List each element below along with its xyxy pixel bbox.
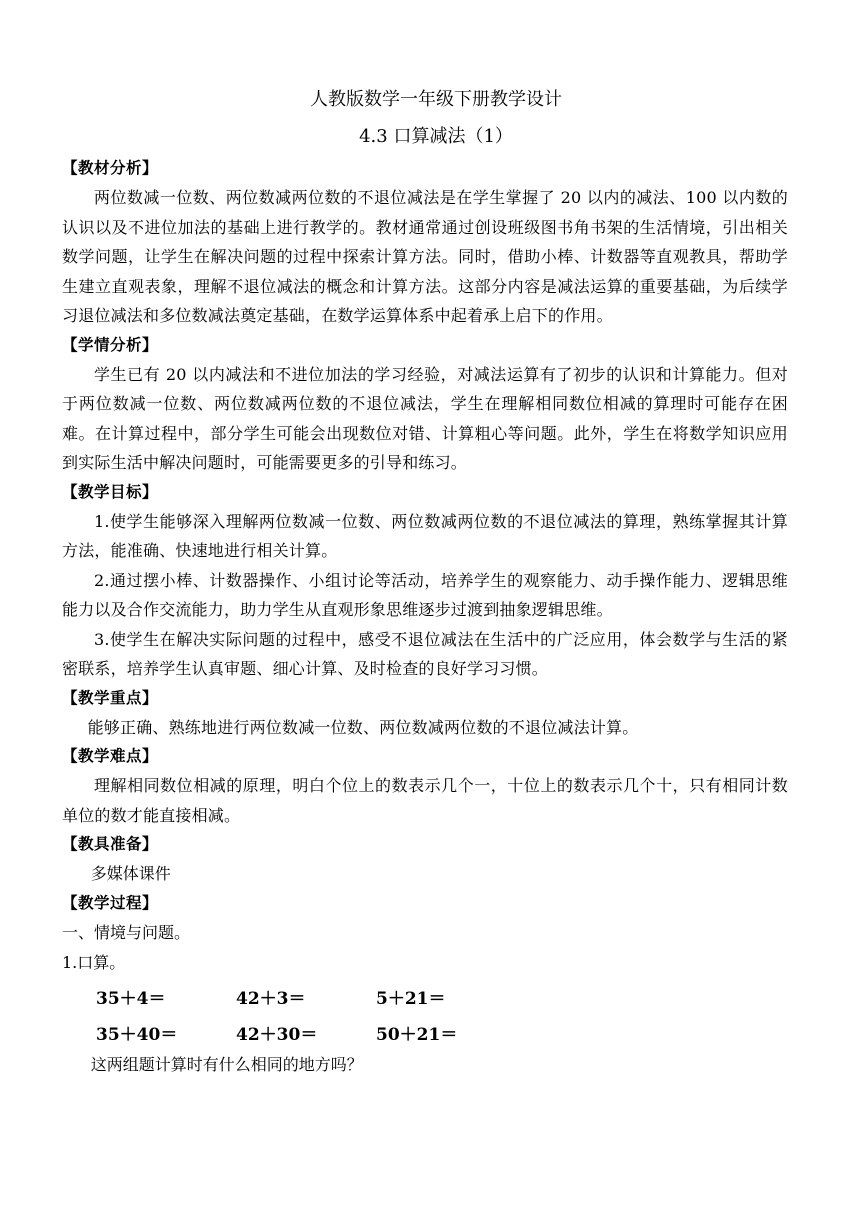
calc-row-2 <box>62 1014 788 1050</box>
calc-item: 42＋30＝ <box>236 1024 318 1045</box>
heading-xueqing: 【学情分析】 <box>62 335 159 354</box>
heading-jiaocai: 【教材分析】 <box>62 159 159 177</box>
goal-item-1: 1.使学生能够深入理解两位数减一位数、两位数减两位数的不退位减法的算理，熟练掌握其计算方法，能准确、快速地进行相关计算。 <box>62 511 788 560</box>
paragraph-nandian: 理解相同数位相减的原理，明白个位上的数表示几个一，十位上的数表示几个十，只有相同计数单位的数才能直接相减。 <box>62 776 788 825</box>
heading-nandian: 【教学难点】 <box>62 747 159 765</box>
heading-guocheng: 【教学过程】 <box>62 894 159 912</box>
step-1-title: 一、情境与问题。 <box>62 923 191 942</box>
question-text: 这两组题计算时有什么相同的地方吗？ <box>90 1055 363 1074</box>
paragraph-xueqing: 学生已有 20 以内减法和不进位加法的学习经验，对减法运算有了初步的认识和计算能力。但对于两位数减一位数、两位数减两位数的不退位减法，学生在理解相同数位相减的算理时可能存在困难。在计算过程中，部分学生可能会出现数位对错、计算粗心等问题。此外，学生在将数学知识应用到实际生活中解决问题时，可能需要更多的引导和练习。 <box>62 364 788 472</box>
paragraph-zhongdian: 能够正确、熟练地进行两位数减一位数、两位数减两位数的不退位减法计算。 <box>87 717 639 737</box>
paragraph-jiaocai: 两位数减一位数、两位数减两位数的不退位减法是在学生掌握了 20 以内的减法、100 以内数的认识以及不进位加法的基础上进行教学的。教材通常通过创设班级图书角书架的生活情境，引出相关数学问题，让学生在解决问题的过程中探索计算方法。同时，借助小棒、计数器等直观教具，帮助学生建立直观表象，理解不退位减法的概念和计算方法。这部分内容是减法运算的重要基础，为后续学习退位减法和多位数减法奠定基础，在数学运算体系中起着承上启下的作用。 <box>62 188 788 325</box>
document-subtitle: 4.3 口算减法（1） <box>359 126 513 147</box>
calc-row-1 <box>62 978 788 1014</box>
calc-item: 42＋3＝ <box>236 988 306 1009</box>
heading-mubiao: 【教学目标】 <box>62 482 159 501</box>
calc-item: 5＋21＝ <box>376 988 446 1009</box>
goal-item-2: 2.通过摆小棒、计数器操作、小组讨论等活动，培养学生的观察能力、动手操作能力、逻辑思维能力以及合作交流能力，助力学生从直观形象思维逐步过渡到抽象逻辑思维。 <box>62 570 788 619</box>
step-1-1-title: 1.口算。 <box>62 953 126 972</box>
document-title: 人教版数学一年级下册教学设计 <box>310 89 562 110</box>
document-page <box>62 80 788 1080</box>
calc-item: 35＋4＝ <box>96 988 166 1009</box>
goal-item-3: 3.使学生在解决实际问题的过程中，感受不退位减法在生活中的广泛应用，体会数学与生活的紧密联系，培养学生认真审题、细心计算、及时检查的良好学习习惯。 <box>62 629 788 678</box>
calc-item: 35＋40＝ <box>96 1024 178 1045</box>
calc-item: 50＋21＝ <box>376 1024 458 1045</box>
heading-zhongdian: 【教学重点】 <box>62 688 159 707</box>
heading-jiaoju: 【教具准备】 <box>62 835 159 853</box>
paragraph-jiaoju: 多媒体课件 <box>90 864 171 883</box>
